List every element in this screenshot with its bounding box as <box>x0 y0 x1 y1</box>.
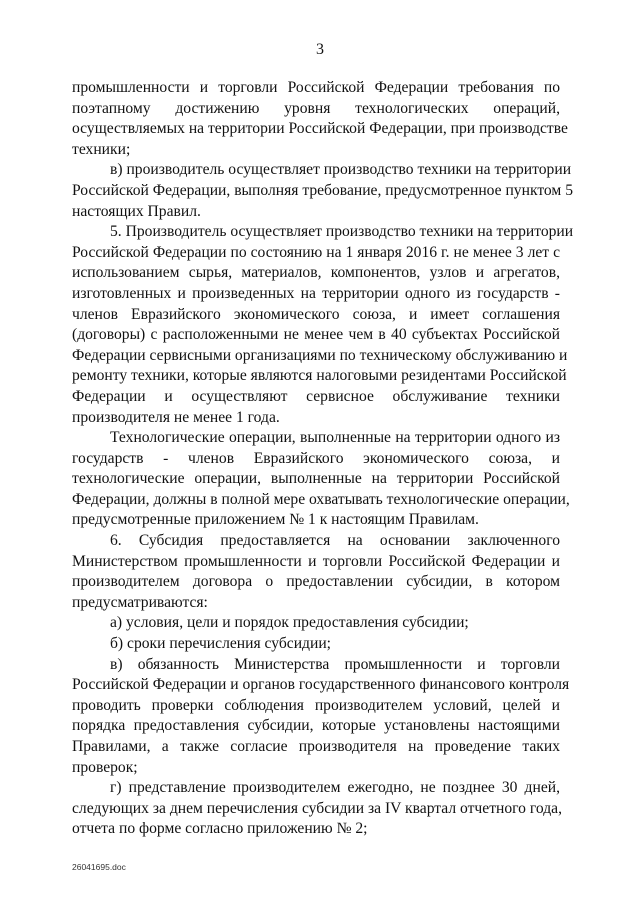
text-line: Российской Федерации, выполняя требование, предусмотренное пунктом 5 <box>72 181 573 199</box>
text-line: Федерации сервисными организациями по техническому обслуживанию и <box>72 346 568 364</box>
text-line: Российской Федерации и органов государственного финансового контроля <box>72 676 570 694</box>
text-line: б) сроки перечисления субсидии; <box>110 635 331 653</box>
document-body <box>72 78 574 840</box>
text-line: предусмотренные приложением № 1 к настоящим Правилам. <box>72 511 479 529</box>
text-line: технологические операции, выполненные на территории Российской <box>72 470 560 488</box>
text-line: производителя не менее 1 года. <box>72 408 280 426</box>
text-line: Российской Федерации по состоянию на 1 января 2016 г. не менее 3 лет с <box>72 243 560 261</box>
text-line: промышленности и торговли Российской Федерации требования по <box>72 79 560 96</box>
text-line: Правилами, а также согласие производителя на проведение таких <box>72 738 560 755</box>
text-line: 5. Производитель осуществляет производство техники на территории <box>110 223 574 241</box>
text-line: порядка предоставления субсидии, которые установлены настоящими <box>72 717 560 735</box>
text-line: техники; <box>72 140 131 158</box>
text-line: проверок; <box>72 758 138 776</box>
text-line: в) производитель осуществляет производство техники на территории <box>110 161 572 179</box>
text-line: (договоры) с расположенными не менее чем в 40 субъектах Российской <box>72 326 560 344</box>
text-line: Министерством промышленности и торговли Российской Федерации и <box>72 552 560 570</box>
text-line: изготовленных и произведенных на территории одного из государств - <box>72 284 560 302</box>
text-line: производителем договора о предоставлении субсидии, в котором <box>72 573 560 591</box>
text-line: государств - членов Евразийского экономического союза, и <box>72 449 560 467</box>
footer-document-name: 26041695.doc <box>72 862 126 872</box>
text-line: проводить проверки соблюдения производителем условий, целей и <box>72 696 560 714</box>
text-line: использованием сырья, материалов, компонентов, узлов и агрегатов, <box>72 264 560 282</box>
text-line: а) условия, цели и порядок предоставления субсидии; <box>110 614 469 632</box>
text-line: настоящих Правил. <box>72 202 201 220</box>
text-line: Технологические операции, выполненные на территории одного из <box>110 429 560 447</box>
text-line: отчета по форме согласно приложению № 2; <box>72 820 368 838</box>
text-line: в) обязанность Министерства промышленности и торговли <box>110 655 560 673</box>
text-line: членов Евразийского экономического союза, и имеет соглашения <box>72 305 560 323</box>
text-line: Федерации, должны в полной мере охватывать технологические операции, <box>72 490 570 508</box>
text-line: Федерации и осуществляют сервисное обслуживание техники <box>72 387 560 405</box>
text-line: г) представление производителем ежегодно, не позднее 30 дней, <box>110 779 560 797</box>
text-line: предусматриваются: <box>72 593 208 611</box>
text-line: 6. Субсидия предоставляется на основании заключенного <box>110 532 560 550</box>
page-number: 3 <box>316 41 324 58</box>
text-line: следующих за днем перечисления субсидии за IV квартал отчетного года, <box>72 799 562 817</box>
text-line: поэтапному достижению уровня технологических операций, <box>72 99 560 117</box>
text-line: ремонту техники, которые являются налоговыми резидентами Российской <box>72 367 567 385</box>
text-line: осуществляемых на территории Российской Федерации, при производстве <box>72 120 568 138</box>
